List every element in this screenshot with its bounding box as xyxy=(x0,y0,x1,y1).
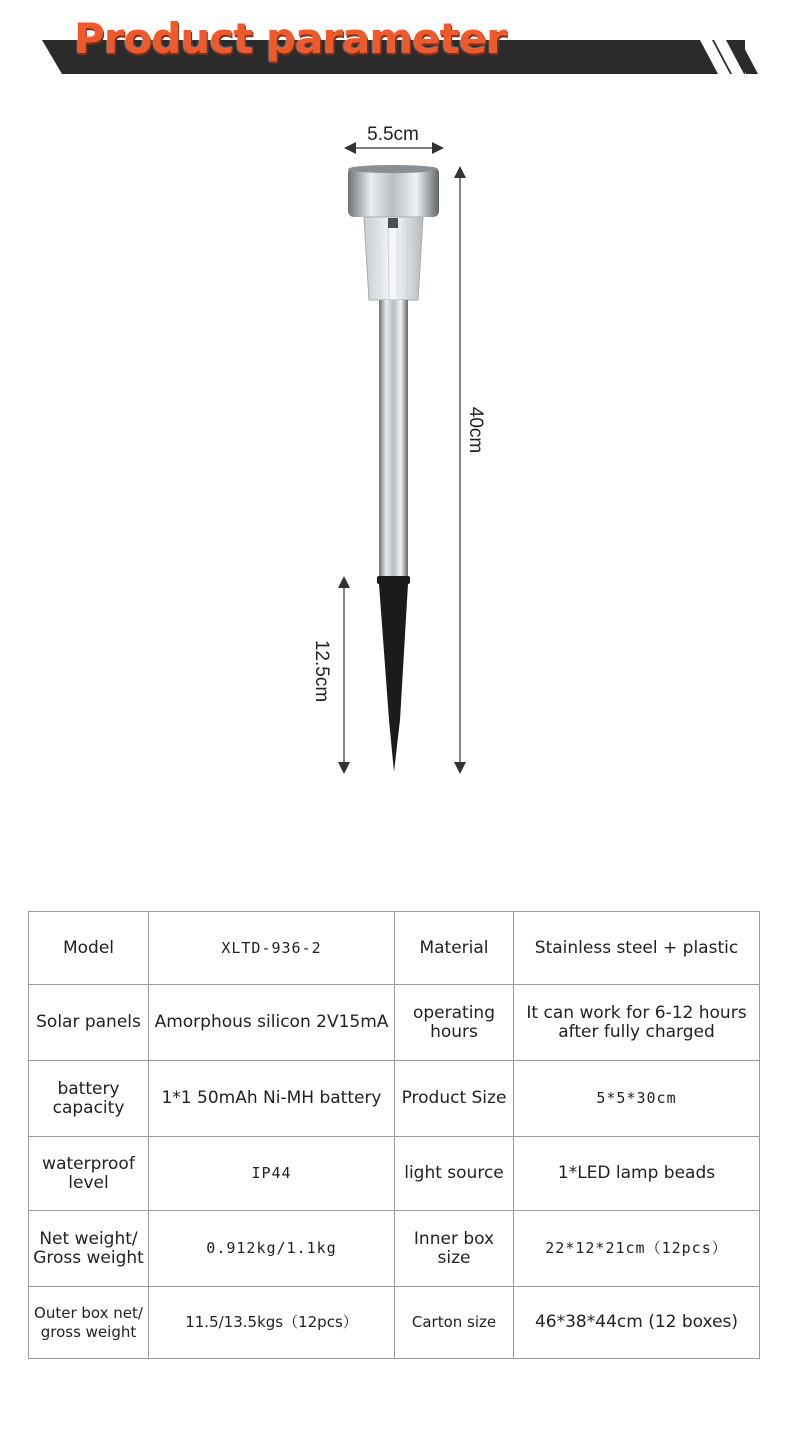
param-value: 11.5/13.5kgs（12pcs） xyxy=(149,1287,395,1359)
param-label: Solar panels xyxy=(29,985,149,1061)
param-value: 5*5*30cm xyxy=(514,1061,760,1137)
param-label: battery capacity xyxy=(29,1061,149,1137)
table-row xyxy=(29,1211,760,1287)
parameter-table xyxy=(28,911,760,1359)
lamp-cap xyxy=(348,165,439,217)
header-banner xyxy=(0,0,790,90)
param-label: Outer box net/ gross weight xyxy=(29,1287,149,1359)
param-value: 46*38*44cm (12 boxes) xyxy=(514,1287,760,1359)
table-row xyxy=(29,985,760,1061)
param-label: Product Size xyxy=(395,1061,514,1137)
stake-label: 12.5cm xyxy=(311,639,332,703)
ground-stake xyxy=(379,584,408,772)
param-label: Inner box size xyxy=(395,1211,514,1287)
param-label: Net weight/ Gross weight xyxy=(29,1211,149,1287)
param-value: Stainless steel + plastic xyxy=(514,912,760,985)
param-value: XLTD-936-2 xyxy=(149,912,395,985)
param-label: operating hours xyxy=(395,985,514,1061)
param-value: Amorphous silicon 2V15mA xyxy=(149,985,395,1061)
param-value: 0.912kg/1.1kg xyxy=(149,1211,395,1287)
table-row xyxy=(29,912,760,985)
param-value: IP44 xyxy=(149,1137,395,1211)
param-label: Carton size xyxy=(395,1287,514,1359)
lamp-pole xyxy=(379,300,408,578)
height-label: 40cm xyxy=(465,406,486,454)
param-label: light source xyxy=(395,1137,514,1211)
param-value: It can work for 6-12 hours after fully charged xyxy=(514,985,760,1061)
param-label: Model xyxy=(29,912,149,985)
product-dimension-diagram xyxy=(0,100,790,800)
param-value: 22*12*21cm（12pcs） xyxy=(514,1211,760,1287)
param-label: waterproof level xyxy=(29,1137,149,1211)
table-row xyxy=(29,1137,760,1211)
table-row xyxy=(29,1061,760,1137)
lamp-lens xyxy=(364,217,423,300)
param-label: Material xyxy=(395,912,514,985)
param-value: 1*1 50mAh Ni-MH battery xyxy=(149,1061,395,1137)
param-value: 1*LED lamp beads xyxy=(514,1137,760,1211)
page-title: Product parameter xyxy=(74,14,506,63)
table-row xyxy=(29,1287,760,1359)
width-label: 5.5cm xyxy=(367,124,419,145)
pole-ring xyxy=(377,576,410,584)
